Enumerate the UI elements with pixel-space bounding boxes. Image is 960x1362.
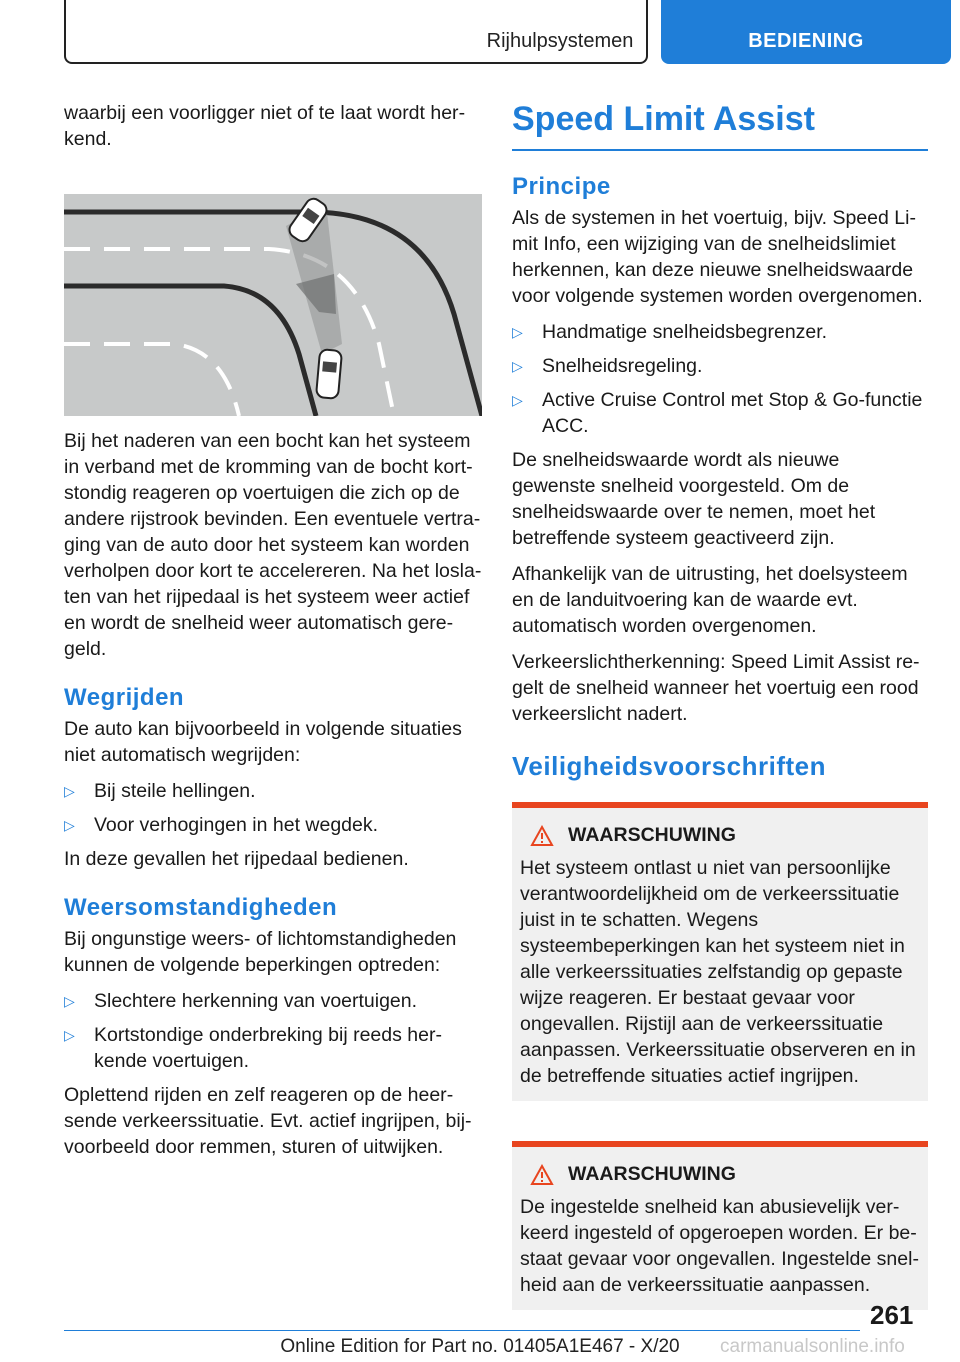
intro-text: waarbij een voorligger niet of te laat wordt herkend.	[64, 102, 466, 150]
principe-p1: De snelheidswaarde wordt als nieuwe gewenste snelheid voorgesteld. Om de snelheidswaarde over te nemen, moet het betreffende systeem geactiveerd zijn.	[512, 449, 876, 549]
heading-weersomstandigheden: Weersomstandigheden	[64, 894, 338, 921]
warning-box	[512, 1141, 928, 1310]
wegrijden-list	[64, 778, 482, 838]
watermark: carmanualsonline.info	[720, 1336, 905, 1357]
list-item: ▷ Handmatige snelheidsbegrenzer.	[512, 321, 828, 343]
heading-principe: Principe	[512, 173, 611, 200]
triangle-bullet-icon: ▷	[512, 392, 523, 408]
triangle-bullet-icon: ▷	[64, 993, 75, 1009]
figure-description: Bij het naderen van een bocht kan het systeem in verband met de kromming van de bocht kortstondig reageren op voertuigen die zich op de andere rijstrook bevinden. Een eventuele vertraging van de auto door het systeem kan worden verholpen door kort te accelereren. Na het loslaten van het rijpedaal is het systeem weer actief en wordt de snelheid weer automatisch geregeld.	[64, 430, 482, 660]
warning-text: De ingestelde snelheid kan abusievelijk verkeerd ingesteld of opgeroepen worden. Er bestaat gevaar voor ongevallen. Ingestelde snelheid aan de verkeerssituatie aanpassen.	[520, 1196, 919, 1296]
list-item: ▷ Voor verhogingen in het wegdek.	[64, 814, 379, 836]
list-item: ▷ Snelheidsregeling.	[512, 355, 703, 377]
triangle-bullet-icon: ▷	[64, 1027, 75, 1043]
left-column	[64, 100, 482, 1170]
principe-p2: Afhankelijk van de uitrusting, het doelsysteem en de landuitvoering kan de waarde evt. automatisch worden overgenomen.	[512, 563, 908, 637]
warning-box	[512, 802, 928, 1101]
weer-list	[64, 988, 482, 1074]
principe-p3: Verkeerslichtherkenning: Speed Limit Assist regelt de snelheid wanneer het voertuig een rood verkeerslicht nadert.	[512, 651, 920, 725]
principe-list	[512, 319, 928, 439]
warning-label: WAARSCHUWING	[568, 824, 736, 846]
warning-text: Het systeem ontlast u niet van persoonlijke verantwoordelijkheid om de verkeerssituatie juist in te schatten. Wegens systeembeperkingen kan het systeem niet in alle verkeerssituaties zelfstandig op gepaste wijze reageren. Er bestaat gevaar voor ongevallen. Rijstijl aan de verkeerssituatie aanpassen. Verkeerssituatie observeren en in de betreffende situaties actief ingrijpen.	[520, 857, 916, 1087]
weer-text: Bij ongunstige weers- of lichtomstandigheden kunnen de volgende beperkingen optreden:	[64, 928, 457, 976]
footer-divider	[64, 1330, 860, 1331]
list-item: ▷ Slechtere herkenning van voertuigen.	[64, 990, 418, 1012]
page-title: Speed Limit Assist	[512, 100, 928, 151]
list-item: ▷ Active Cruise Control met Stop & Go-functie ACC.	[512, 389, 923, 437]
right-column	[512, 100, 928, 1310]
triangle-bullet-icon: ▷	[512, 358, 523, 374]
footer-edition: Online Edition for Part no. 01405A1E467 - X/20	[280, 1336, 680, 1357]
warning-triangle-icon	[530, 825, 554, 847]
triangle-bullet-icon: ▷	[64, 783, 75, 799]
wegrijden-text: De auto kan bijvoorbeeld in volgende situaties niet automatisch wegrijden:	[64, 718, 462, 766]
list-item: ▷ Kortstondige onderbreking bij reeds herkende voertuigen.	[64, 1024, 442, 1072]
principe-text: Als de systemen in het voertuig, bijv. Speed Limit Info, een wijziging van de snelheidslimiet herkennen, kan deze nieuwe snelheidswaarde voor volgende systemen worden overgenomen.	[512, 207, 923, 307]
heading-wegrijden: Wegrijden	[64, 684, 185, 711]
heading-veiligheidsvoorschriften: Veiligheidsvoorschriften	[512, 751, 826, 781]
triangle-bullet-icon: ▷	[64, 817, 75, 833]
weer-after: Oplettend rijden en zelf reageren op de heersende verkeerssituatie. Evt. actief ingrijpen, bijvoorbeeld door remmen, sturen of uitwijken.	[64, 1084, 472, 1158]
header-chapter-tab: BEDIENING	[661, 0, 951, 64]
warning-label: WAARSCHUWING	[568, 1163, 736, 1185]
triangle-bullet-icon: ▷	[512, 324, 523, 340]
warning-triangle-icon	[530, 1164, 554, 1186]
wegrijden-after: In deze gevallen het rijpedaal bedienen.	[64, 848, 409, 870]
header-section-title: Rijhulpsystemen	[486, 30, 634, 52]
page-number: 261	[870, 1300, 914, 1330]
list-item: ▷ Bij steile hellingen.	[64, 780, 256, 802]
curve-illustration	[64, 194, 482, 416]
